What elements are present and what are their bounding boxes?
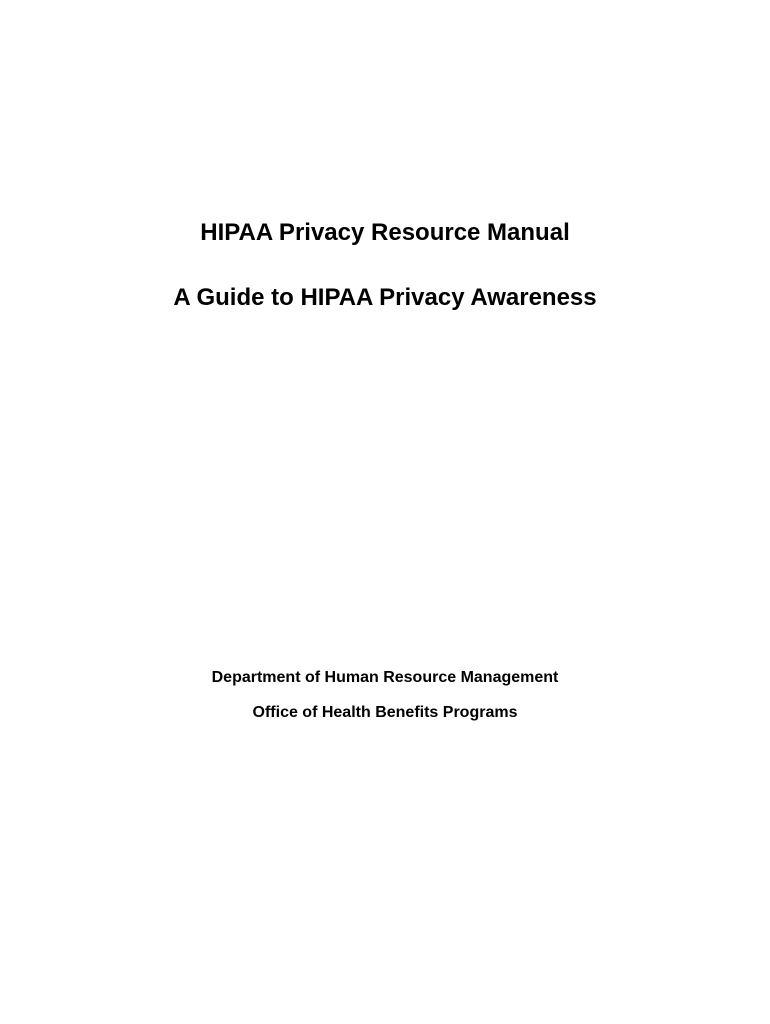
- document-subtitle: A Guide to HIPAA Privacy Awareness: [173, 284, 597, 311]
- office-name: Office of Health Benefits Programs: [252, 704, 518, 721]
- document-title: HIPAA Privacy Resource Manual: [200, 219, 570, 246]
- department-name: Department of Human Resource Management: [211, 669, 559, 686]
